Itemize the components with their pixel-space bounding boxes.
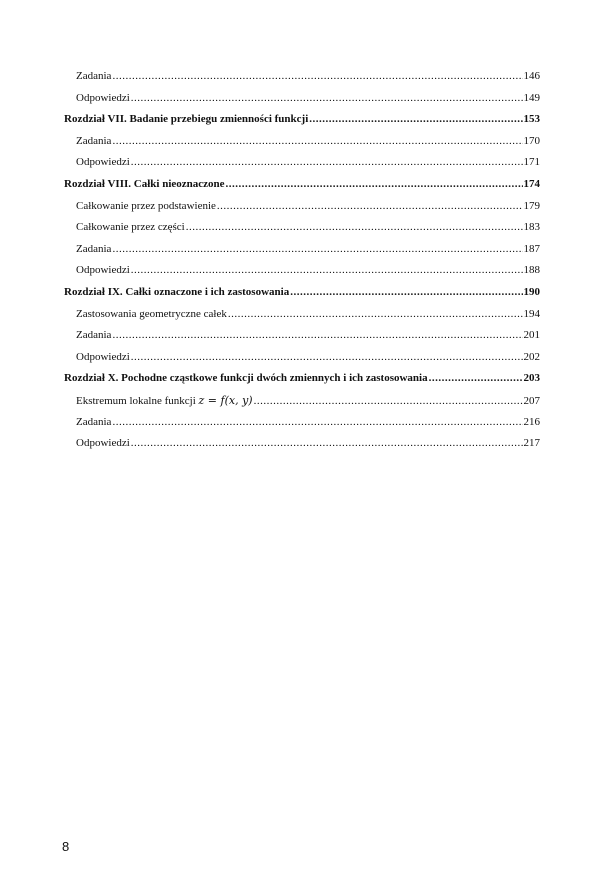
toc-entry-page: 202 — [523, 350, 540, 363]
toc-entry-title: Odpowiedzi — [76, 437, 130, 450]
toc-entry[interactable] — [64, 433, 540, 455]
toc-entry-page: 190 — [523, 285, 540, 298]
toc-chapter-title: Rozdział VII. Badanie przebiegu zmienności funkcji — [64, 113, 309, 126]
toc-chapter-title: Rozdział IX. Całki oznaczone i ich zastosowania — [64, 285, 290, 298]
dot-leader — [309, 109, 522, 131]
toc-entry-title: Całkowanie przez części — [76, 221, 185, 234]
toc-entry-title: Odpowiedzi — [76, 350, 130, 363]
toc-entry-page: 183 — [523, 221, 540, 234]
dot-leader — [112, 412, 522, 434]
toc-entry-title — [76, 390, 253, 413]
toc-chapter-entry[interactable] — [64, 368, 540, 390]
toc-chapter-title: Rozdział VIII. Całki nieoznaczone — [64, 177, 225, 190]
dot-leader — [429, 368, 523, 390]
toc-entry-page: 217 — [523, 437, 540, 450]
dot-leader — [186, 217, 523, 239]
toc-entry[interactable] — [64, 390, 540, 412]
dot-leader — [290, 282, 522, 304]
toc-entry[interactable] — [64, 88, 540, 110]
toc-entry-page: 216 — [523, 415, 540, 428]
toc-entry[interactable] — [64, 131, 540, 153]
toc-entry[interactable] — [64, 325, 540, 347]
dot-leader — [112, 131, 522, 153]
toc-entry[interactable] — [64, 260, 540, 282]
toc-entry-page: 201 — [523, 329, 540, 342]
toc-entry-title: Zadania — [76, 70, 112, 82]
dot-leader — [228, 304, 523, 326]
toc-entry-page: 171 — [523, 156, 540, 169]
toc-chapter-title: Rozdział X. Pochodne cząstkowe funkcji dwóch zmiennych i ich zastosowania — [64, 372, 428, 385]
toc-entry-title: Zadania — [76, 242, 112, 255]
toc-entry-page: 153 — [523, 113, 540, 126]
toc-entry-title: Zastosowania geometryczne całek — [76, 307, 227, 320]
toc-entry-page: 203 — [523, 372, 540, 385]
dot-leader — [112, 239, 522, 261]
dot-leader — [226, 174, 523, 196]
dot-leader — [131, 88, 523, 110]
toc-entry-page: 149 — [523, 91, 540, 104]
toc-entry[interactable] — [64, 304, 540, 326]
toc-entry[interactable] — [64, 412, 540, 434]
toc-entry-title: Odpowiedzi — [76, 264, 130, 277]
toc-entry[interactable] — [64, 196, 540, 218]
toc-entry-title-text: Ekstremum lokalne funkcji — [76, 394, 196, 407]
toc-entry-page: 146 — [523, 70, 540, 82]
toc-entry-title: Odpowiedzi — [76, 156, 130, 169]
toc-entry[interactable] — [64, 152, 540, 174]
dot-leader — [131, 433, 523, 455]
dot-leader — [254, 391, 523, 413]
dot-leader — [131, 260, 523, 282]
toc-entry-page: 187 — [523, 242, 540, 255]
toc-chapter-entry[interactable] — [64, 174, 540, 196]
dot-leader — [112, 325, 522, 347]
page-number: 8 — [62, 839, 70, 854]
table-of-contents — [64, 66, 540, 455]
dot-leader — [217, 196, 523, 218]
toc-entry[interactable] — [64, 347, 540, 369]
toc-chapter-entry[interactable] — [64, 109, 540, 131]
dot-leader — [131, 347, 523, 369]
toc-entry-title: Odpowiedzi — [76, 91, 130, 104]
toc-entry-title: Zadania — [76, 329, 112, 342]
toc-entry-page: 170 — [523, 134, 540, 147]
toc-entry[interactable] — [64, 66, 540, 88]
toc-entry-page: 188 — [523, 264, 540, 277]
dot-leader — [131, 152, 523, 174]
toc-entry[interactable] — [64, 239, 540, 261]
toc-entry-page: 174 — [523, 177, 540, 190]
toc-chapter-entry[interactable] — [64, 282, 540, 304]
toc-entry-title: Zadania — [76, 134, 112, 147]
toc-entry-title: Całkowanie przez podstawienie — [76, 199, 216, 212]
toc-entry-title: Zadania — [76, 415, 112, 428]
toc-entry-page: 194 — [523, 307, 540, 320]
dot-leader — [112, 66, 522, 88]
math-formula: z = f(x, y) — [198, 393, 253, 407]
toc-entry[interactable] — [64, 217, 540, 239]
toc-entry-page: 179 — [523, 199, 540, 212]
toc-entry-page: 207 — [523, 394, 540, 407]
